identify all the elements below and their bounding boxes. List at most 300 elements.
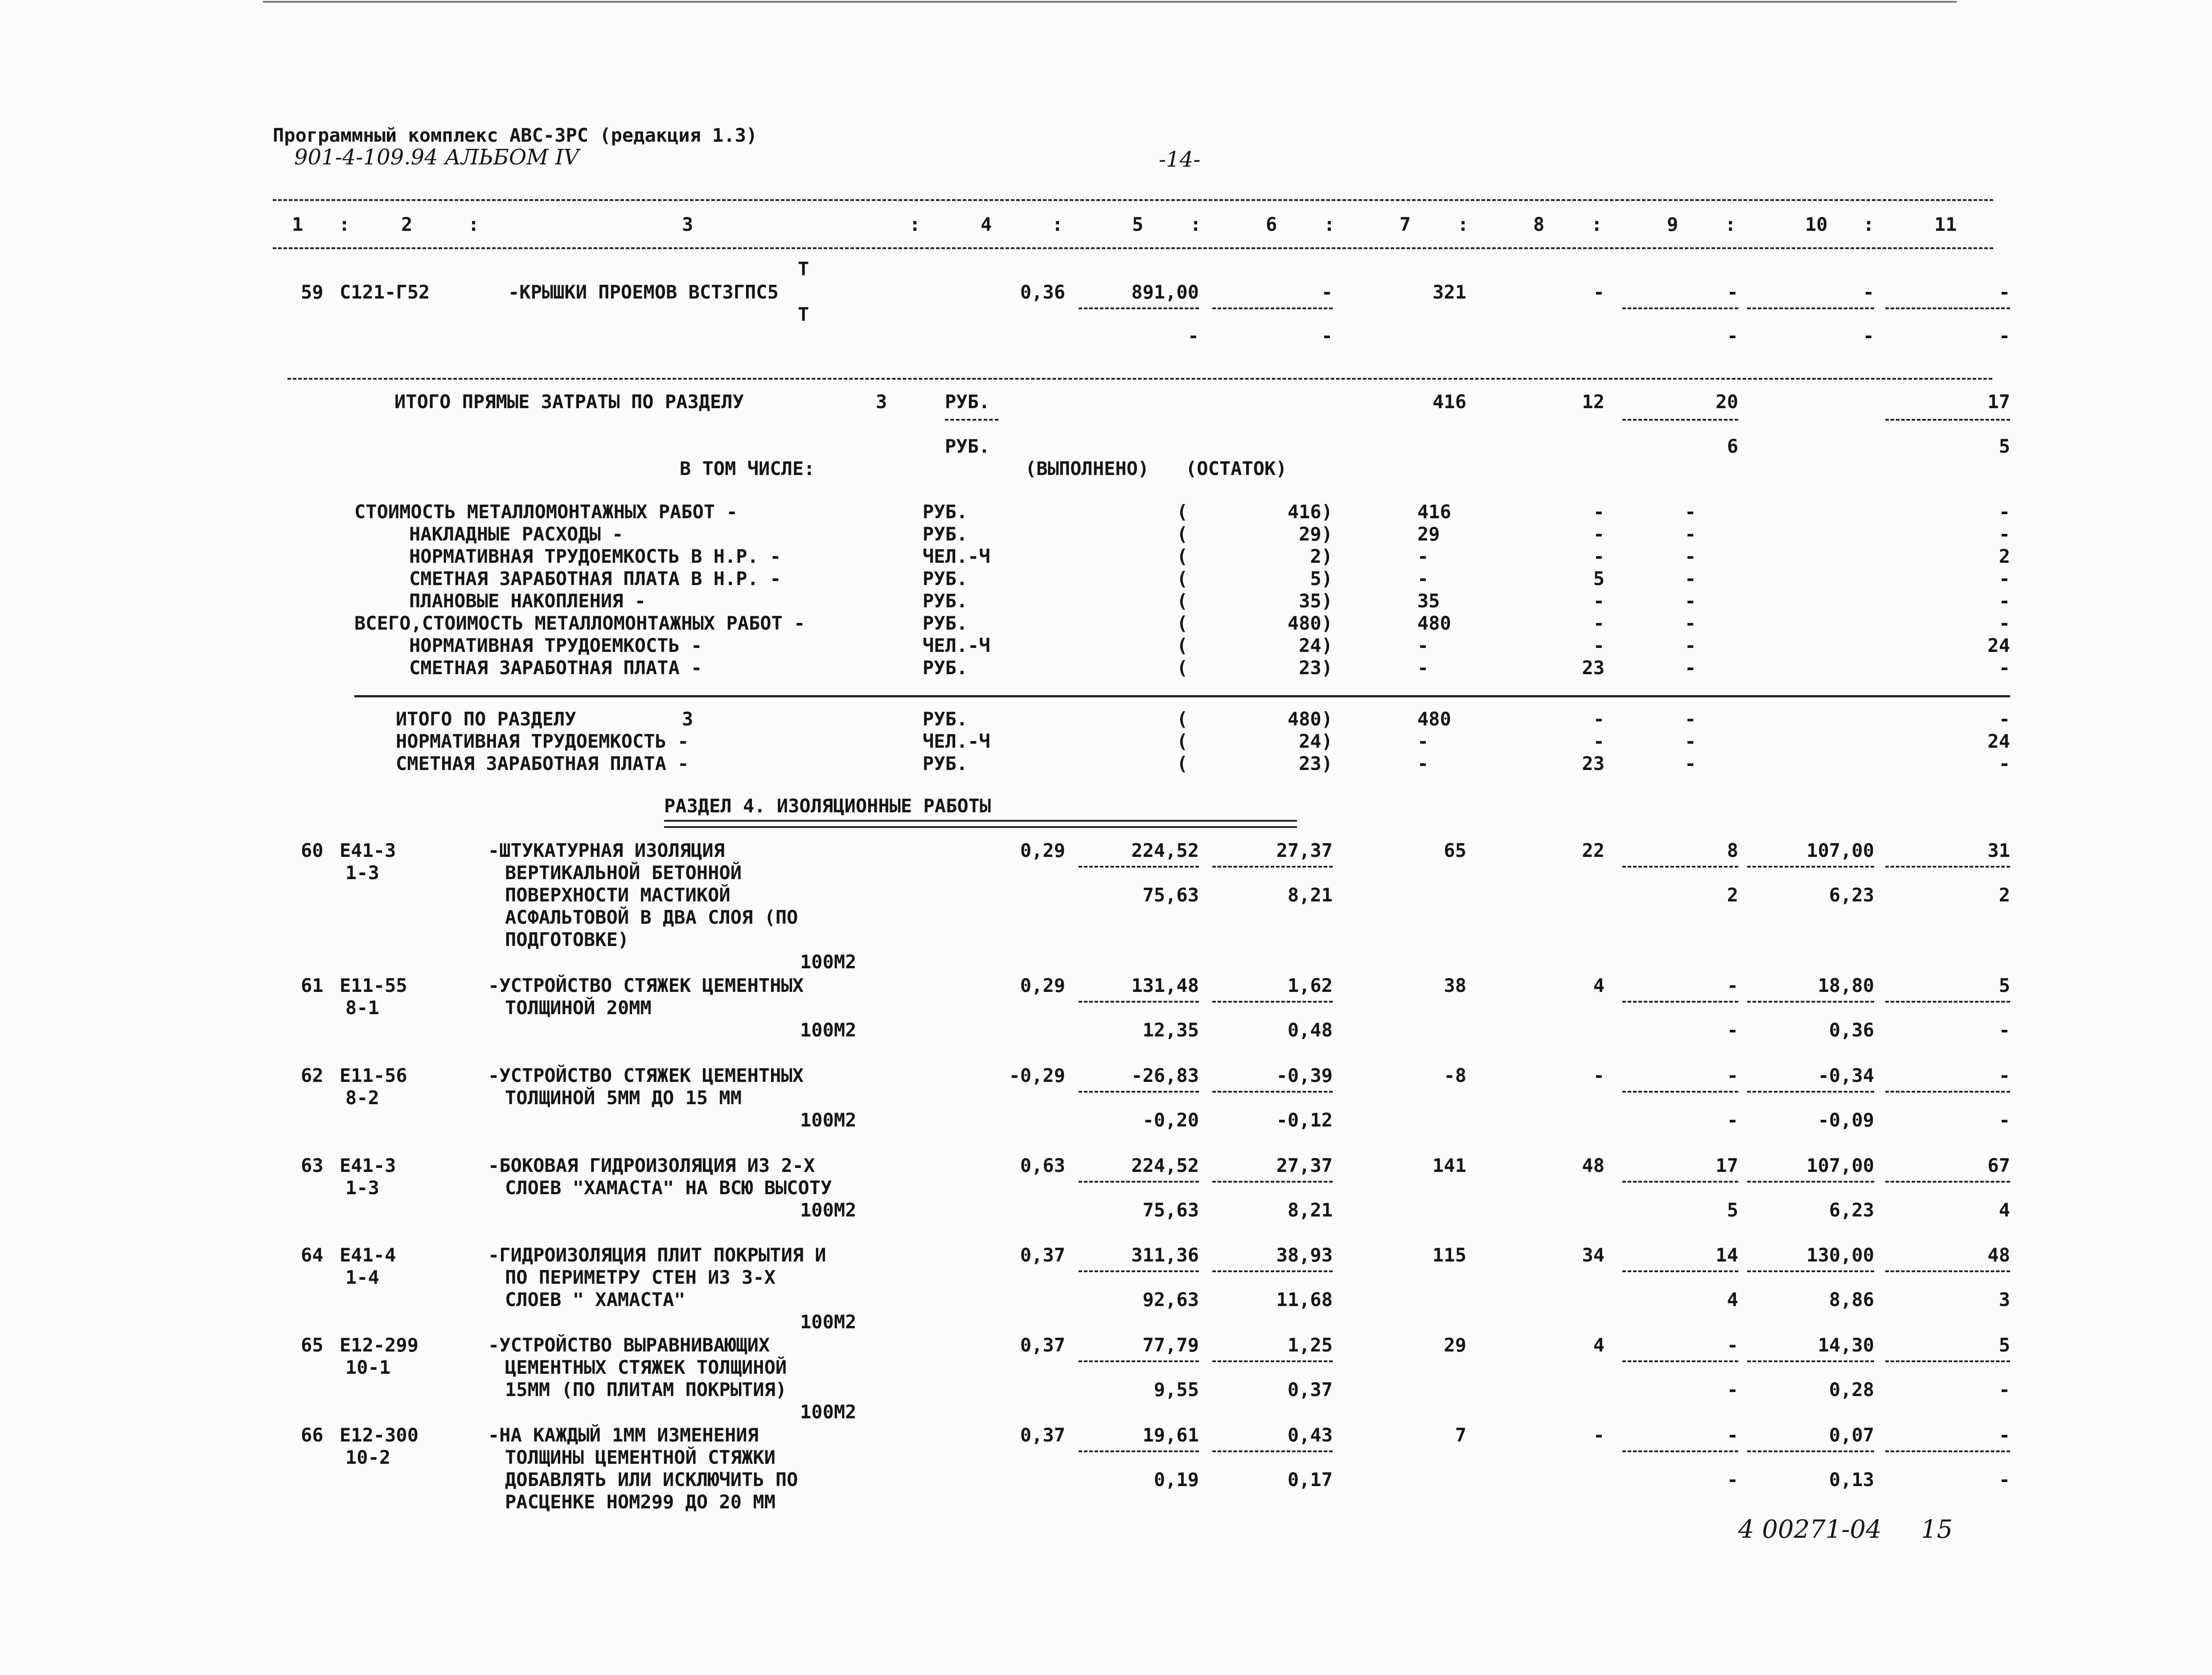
item-61-c10: 18,80 (1818, 975, 1874, 996)
breakdown-c9-7: - (1685, 635, 1696, 656)
item-62-name-line-1: -УСТРОЙСТВО СТЯЖЕК ЦЕМЕНТНЫХ (488, 1065, 804, 1086)
item-65-c7: 29 (1444, 1334, 1466, 1356)
breakdown-rule (354, 695, 2010, 697)
item-65-divider-c11 (1885, 1360, 2010, 1362)
breakdown-label-8: СМЕТНАЯ ЗАРАБОТНАЯ ПЛАТА - (409, 657, 702, 679)
item-66-c8: - (1593, 1424, 1605, 1446)
item-63-c8: 48 (1582, 1155, 1605, 1176)
direct-costs-unit: РУБ. (945, 391, 990, 413)
item-61-code-2: 8-1 (345, 997, 379, 1019)
item-60-number: 60 (301, 840, 324, 861)
item-61-name-line-2: ТОЛЩИНОЙ 20ММ (505, 997, 652, 1019)
item-62-c8: - (1593, 1065, 1605, 1086)
item-59-c11b: - (1999, 325, 2010, 347)
item-64-c6b: 11,68 (1276, 1289, 1333, 1311)
section-total-c9-2: - (1685, 730, 1696, 752)
item-66-c5b: 0,19 (1153, 1469, 1199, 1491)
item-60-c11: 31 (1987, 840, 2010, 861)
breakdown-open-5: ( (1177, 590, 1188, 612)
item-66-c11: - (1999, 1424, 2010, 1446)
item-63-code-2: 1-3 (345, 1177, 379, 1199)
item-60-name-line-5: ПОДГОТОВКЕ) (505, 929, 629, 950)
section-total-c8-3: 23 (1582, 753, 1605, 774)
item-66-c10: 0,07 (1829, 1424, 1874, 1446)
breakdown-c9-5: - (1685, 590, 1696, 612)
item-66-c7: 7 (1455, 1424, 1466, 1446)
item-62-divider-c11 (1885, 1091, 2010, 1093)
item-61-divider-c11 (1885, 1001, 2010, 1003)
item-61-code: Е11-55 (340, 975, 407, 996)
section-total-c11-2: 24 (1987, 730, 2010, 752)
column-separator-6: : (1324, 213, 1335, 235)
section-total-open-3: ( (1177, 753, 1188, 774)
breakdown-c8-5: - (1593, 590, 1605, 612)
item-60-c7: 65 (1444, 840, 1466, 861)
item-63-divider-c5 (1079, 1181, 1199, 1183)
item-59-mark-bottom: Т (798, 303, 809, 325)
item-60-c4: 0,29 (1020, 840, 1065, 861)
item-65-divider-c5 (1079, 1360, 1199, 1362)
column-number-7: 7 (1399, 213, 1411, 235)
item-59-c10: - (1863, 281, 1874, 303)
item-65-name-line-1: -УСТРОЙСТВО ВЫРАВНИВАЮЩИХ (488, 1334, 770, 1356)
item-62-c7: -8 (1444, 1065, 1466, 1086)
item-62-c5: -26,83 (1131, 1065, 1199, 1086)
breakdown-c8-4: 5 (1593, 568, 1605, 590)
breakdown-c8-2: - (1593, 523, 1605, 545)
section-total-label-1: ИТОГО ПО РАЗДЕЛУ (396, 708, 576, 730)
item-66-c10b: 0,13 (1829, 1469, 1874, 1491)
item-63-name-line-2: СЛОЕВ "ХАМАСТА" НА ВСЮ ВЫСОТУ (505, 1177, 832, 1199)
item-65-divider-c9 (1622, 1360, 1738, 1362)
breakdown-c7-3: - (1417, 545, 1429, 567)
item-63-unit: 100М2 (800, 1199, 857, 1221)
item-63-c6b: 8,21 (1287, 1199, 1333, 1221)
item-65-c10b: 0,28 (1829, 1379, 1874, 1401)
item-60-c5b: 75,63 (1142, 884, 1199, 906)
item-65-c5b: 9,55 (1153, 1379, 1199, 1401)
column-separator-10: : (1863, 213, 1875, 235)
item-60-name-line-3: ПОВЕРХНОСТИ МАСТИКОЙ (505, 884, 730, 906)
item-59-mark-top: Т (798, 258, 809, 280)
item-63-code: Е41-3 (340, 1155, 396, 1176)
breakdown-unit-4: РУБ. (923, 568, 968, 590)
section-4-double-underline (664, 820, 1297, 828)
item-62-code: Е11-56 (340, 1065, 407, 1086)
item-59-divider-c6 (1212, 307, 1333, 309)
item-59-divider-c11 (1885, 307, 2010, 309)
item-59-c5b: - (1187, 325, 1199, 347)
section-total-label-2: НОРМАТИВНАЯ ТРУДОЕМКОСТЬ - (396, 730, 689, 752)
item-60-divider-c5 (1079, 866, 1199, 868)
direct-costs-c11: 17 (1987, 391, 2010, 413)
item-60-divider-c10 (1747, 866, 1874, 868)
item-60-c10: 107,00 (1806, 840, 1874, 861)
item-64-name-line-2: ПО ПЕРИМЕТРУ СТЕН ИЗ 3-Х (505, 1266, 776, 1288)
item-59-c6: - (1321, 281, 1333, 303)
breakdown-unit-1: РУБ. (923, 501, 968, 523)
item-64-c10b: 8,86 (1829, 1289, 1874, 1311)
breakdown-label-2: НАКЛАДНЫЕ РАСХОДЫ - (409, 523, 624, 545)
breakdown-label-1: СТОИМОСТЬ МЕТАЛЛОМОНТАЖНЫХ РАБОТ - (354, 501, 738, 523)
breakdown-label-5: ПЛАНОВЫЕ НАКОПЛЕНИЯ - (409, 590, 646, 612)
item-66-c9: - (1727, 1424, 1738, 1446)
item-65-c9: - (1727, 1334, 1738, 1356)
breakdown-c11-7: 24 (1987, 635, 2010, 656)
breakdown-value-7: 24) (1299, 635, 1333, 656)
item-66-name-line-1: -НА КАЖДЫЙ 1ММ ИЗМЕНЕНИЯ (488, 1424, 759, 1446)
item-61-divider-c6 (1212, 1001, 1333, 1003)
item-60-name-line-4: АСФАЛЬТОВОЙ В ДВА СЛОЯ (ПО (505, 906, 798, 928)
item-66-c6: 0,43 (1287, 1424, 1333, 1446)
breakdown-c8-6: - (1593, 612, 1605, 634)
item-64-code-2: 1-4 (345, 1266, 379, 1288)
breakdown-value-1: 416) (1287, 501, 1333, 523)
item-64-c11: 48 (1987, 1244, 2010, 1266)
item-59-c11: - (1999, 281, 2010, 303)
item-65-number: 65 (301, 1334, 324, 1356)
breakdown-label-3: НОРМАТИВНАЯ ТРУДОЕМКОСТЬ В Н.Р. - (409, 545, 781, 567)
item-66-divider-c6 (1212, 1450, 1333, 1452)
header-rule-top (273, 199, 1993, 201)
item-64-divider-c10 (1747, 1270, 1874, 1272)
item-66-divider-c11 (1885, 1450, 2010, 1452)
item-59-name: -КРЫШКИ ПРОЕМОВ ВСТЗГПС5 (508, 281, 779, 303)
breakdown-c9-4: - (1685, 568, 1696, 590)
direct-costs-label: ИТОГО ПРЯМЫЕ ЗАТРАТЫ ПО РАЗДЕЛУ (394, 391, 744, 413)
breakdown-c8-7: - (1593, 635, 1605, 656)
item-64-c11b: 3 (1999, 1289, 2010, 1311)
section-total-c11-3: - (1999, 753, 2010, 774)
item-66-divider-c10 (1747, 1450, 1874, 1452)
item-62-c9b: - (1727, 1109, 1738, 1131)
breakdown-value-4: 5) (1310, 568, 1333, 590)
item-61-c7: 38 (1444, 975, 1466, 996)
item-60-name-line-2: ВЕРТИКАЛЬНОЙ БЕТОННОЙ (505, 862, 742, 884)
item-62-divider-c5 (1079, 1091, 1199, 1093)
item-61-divider-c9 (1622, 1001, 1738, 1003)
item-59-c7: 321 (1432, 281, 1466, 303)
item-61-c8: 4 (1593, 975, 1605, 996)
breakdown-open-4: ( (1177, 568, 1188, 590)
item-65-c4: 0,37 (1020, 1334, 1065, 1356)
item-60-c6: 27,37 (1276, 840, 1333, 861)
item-63-c4: 0,63 (1020, 1155, 1065, 1176)
item-63-c5: 224,52 (1131, 1155, 1199, 1176)
item-65-c6: 1,25 (1287, 1334, 1333, 1356)
section-total-open-2: ( (1177, 730, 1188, 752)
breakdown-unit-5: РУБ. (923, 590, 968, 612)
item-61-c6b: 0,48 (1287, 1019, 1333, 1041)
item-62-c4: -0,29 (1009, 1065, 1065, 1086)
item-60-code: Е41-3 (340, 840, 396, 861)
item-63-c6: 27,37 (1276, 1155, 1333, 1176)
section-total-c9-1: - (1685, 708, 1696, 730)
item-65-name-line-3: 15ММ (ПО ПЛИТАМ ПОКРЫТИЯ) (505, 1379, 787, 1401)
item-64-c10: 130,00 (1806, 1244, 1874, 1266)
direct-costs-c9-underline (1622, 419, 1738, 421)
item-60-c8: 22 (1582, 840, 1605, 861)
unit-underline (945, 419, 998, 421)
direct-costs-c8: 12 (1582, 391, 1605, 413)
breakdown-value-8: 23) (1299, 657, 1333, 679)
item-62-c9: - (1727, 1065, 1738, 1086)
breakdown-c7-5: 35 (1417, 590, 1440, 612)
section-total-c9-3: - (1685, 753, 1696, 774)
breakdown-unit-7: ЧЕЛ.-Ч (923, 635, 990, 656)
item-62-divider-c6 (1212, 1091, 1333, 1093)
item-66-divider-c9 (1622, 1450, 1738, 1452)
breakdown-c11-5: - (1999, 590, 2010, 612)
breakdown-c11-4: - (1999, 568, 2010, 590)
breakdown-c7-8: - (1417, 657, 1429, 679)
breakdown-c9-3: - (1685, 545, 1696, 567)
breakdown-c7-1: 416 (1417, 501, 1451, 523)
breakdown-label-4: СМЕТНАЯ ЗАРАБОТНАЯ ПЛАТА В Н.Р. - (409, 568, 781, 590)
breakdown-c11-8: - (1999, 657, 2010, 679)
breakdown-c11-6: - (1999, 612, 2010, 634)
item-61-c10b: 0,36 (1829, 1019, 1874, 1041)
column-number-9: 9 (1667, 213, 1678, 235)
section-total-open-1: ( (1177, 708, 1188, 730)
item-64-c7: 115 (1432, 1244, 1466, 1266)
item-65-c11b: - (1999, 1379, 2010, 1401)
breakdown-value-5: 35) (1299, 590, 1333, 612)
breakdown-c9-1: - (1685, 501, 1696, 523)
item-59-code: С121-Г52 (340, 281, 430, 303)
breakdown-c7-2: 29 (1417, 523, 1440, 545)
column-separator-1: : (339, 213, 350, 235)
section-total-c8-2: - (1593, 730, 1605, 752)
item-61-unit: 100М2 (800, 1019, 857, 1041)
item-66-name-line-3: ДОБАВЛЯТЬ ИЛИ ИСКЛЮЧИТЬ ПО (505, 1469, 798, 1491)
section-total-unit-1: РУБ. (923, 708, 968, 730)
breakdown-c9-2: - (1685, 523, 1696, 545)
program-title: Программный комплекс АВС-3РС (редакция 1.3) (273, 124, 758, 146)
breakdown-open-2: ( (1177, 523, 1188, 545)
item-61-c9: - (1727, 975, 1738, 996)
column-separator-3: : (909, 213, 921, 235)
column-separator-8: : (1591, 213, 1603, 235)
item-62-c6: -0,39 (1276, 1065, 1333, 1086)
scan-edge-line (263, 1, 1957, 3)
header-rule-bottom (273, 247, 1993, 249)
item-63-c11b: 4 (1999, 1199, 2010, 1221)
column-number-11: 11 (1934, 213, 1957, 235)
item-62-c10: -0,34 (1818, 1065, 1874, 1086)
item-66-c9b: - (1727, 1469, 1738, 1491)
item-62-c11b: - (1999, 1109, 2010, 1131)
item-63-c9: 17 (1715, 1155, 1738, 1176)
item-62-unit: 100М2 (800, 1109, 857, 1131)
item-64-unit: 100М2 (800, 1311, 857, 1333)
breakdown-c11-2: - (1999, 523, 2010, 545)
section-total-value-1: 480) (1287, 708, 1333, 730)
item-64-c4: 0,37 (1020, 1244, 1065, 1266)
inventory-stamp: 4 00271-04 (1738, 1515, 1882, 1544)
item-63-c9b: 5 (1727, 1199, 1738, 1221)
item-66-number: 66 (301, 1424, 324, 1446)
section-total-unit-2: ЧЕЛ.-Ч (923, 730, 990, 752)
item-63-name-line-1: -БОКОВАЯ ГИДРОИЗОЛЯЦИЯ ИЗ 2-Х (488, 1155, 815, 1176)
item-63-c7: 141 (1432, 1155, 1466, 1176)
item-62-c5b: -0,20 (1142, 1109, 1199, 1131)
section-total-value-3: 23) (1299, 753, 1333, 774)
section-total-c11-1: - (1999, 708, 2010, 730)
album-reference: 901-4-109.94 АЛЬБОМ IV (294, 145, 579, 170)
item-61-number: 61 (301, 975, 324, 996)
item-60-c9: 8 (1727, 840, 1738, 861)
item-61-c5: 131,48 (1131, 975, 1199, 996)
item-66-c6b: 0,17 (1287, 1469, 1333, 1491)
breakdown-value-3: 2) (1310, 545, 1333, 567)
item-59-c8: - (1593, 281, 1605, 303)
item-63-c10: 107,00 (1806, 1155, 1874, 1176)
item-65-divider-c10 (1747, 1360, 1874, 1362)
done-label: (ВЫПОЛНЕНО) (1025, 458, 1149, 479)
item-65-c5: 77,79 (1142, 1334, 1199, 1356)
item-60-c5: 224,52 (1131, 840, 1199, 861)
item-61-c11: 5 (1999, 975, 2010, 996)
breakdown-c11-1: - (1999, 501, 2010, 523)
item-61-name-line-1: -УСТРОЙСТВО СТЯЖЕК ЦЕМЕНТНЫХ (488, 975, 804, 996)
item-62-name-line-2: ТОЛЩИНОЙ 5ММ ДО 15 ММ (505, 1087, 742, 1109)
item-59-c9: - (1727, 281, 1738, 303)
direct-costs-c11b: 5 (1999, 435, 2010, 457)
item-62-number: 62 (301, 1065, 324, 1086)
item-63-c10b: 6,23 (1829, 1199, 1874, 1221)
column-separator-4: : (1052, 213, 1063, 235)
item-63-divider-c6 (1212, 1181, 1333, 1183)
item-66-divider-c5 (1079, 1450, 1199, 1452)
item-66-name-line-2: ТОЛЩИНЫ ЦЕМЕНТНОЙ СТЯЖКИ (505, 1446, 776, 1468)
breakdown-c8-8: 23 (1582, 657, 1605, 679)
item-64-divider-c11 (1885, 1270, 2010, 1272)
breakdown-unit-2: РУБ. (923, 523, 968, 545)
item-62-divider-c9 (1622, 1091, 1738, 1093)
breakdown-c9-6: - (1685, 612, 1696, 634)
item-59-divider-c10 (1747, 307, 1874, 309)
item-66-c11b: - (1999, 1469, 2010, 1491)
column-number-2: 2 (401, 213, 413, 235)
section-total-c7-3: - (1417, 753, 1429, 774)
section-3-rule (287, 378, 1992, 380)
item-63-c11: 67 (1987, 1155, 2010, 1176)
column-number-6: 6 (1266, 213, 1277, 235)
item-60-code-2: 1-3 (345, 862, 379, 884)
item-60-c11b: 2 (1999, 884, 2010, 906)
direct-costs-c7: 416 (1432, 391, 1466, 413)
item-65-c10: 14,30 (1818, 1334, 1874, 1356)
section-total-label-3: СМЕТНАЯ ЗАРАБОТНАЯ ПЛАТА - (396, 753, 689, 774)
column-number-1: 1 (292, 213, 304, 235)
column-number-3: 3 (682, 213, 694, 235)
item-60-divider-c11 (1885, 866, 2010, 868)
item-64-number: 64 (301, 1244, 324, 1266)
breakdown-open-8: ( (1177, 657, 1188, 679)
column-number-5: 5 (1132, 213, 1144, 235)
including-label: В ТОМ ЧИСЛЕ: (680, 458, 815, 479)
column-separator-7: : (1457, 213, 1469, 235)
direct-costs-section: 3 (876, 391, 887, 413)
item-64-c9b: 4 (1727, 1289, 1738, 1311)
direct-costs-c11-underline (1885, 419, 2010, 421)
item-65-c8: 4 (1593, 1334, 1605, 1356)
breakdown-c7-4: - (1417, 568, 1429, 590)
breakdown-unit-8: РУБ. (923, 657, 968, 679)
item-63-c5b: 75,63 (1142, 1199, 1199, 1221)
item-59-c10b: - (1863, 325, 1874, 347)
item-62-divider-c10 (1747, 1091, 1874, 1093)
item-65-code-2: 10-1 (345, 1356, 391, 1378)
item-62-code-2: 8-2 (345, 1087, 379, 1109)
item-59-c6b: - (1321, 325, 1333, 347)
item-65-c9b: - (1727, 1379, 1738, 1401)
item-62-c6b: -0,12 (1276, 1109, 1333, 1131)
rest-label: (ОСТАТОК) (1186, 458, 1287, 479)
section-total-c8-1: - (1593, 708, 1605, 730)
column-number-4: 4 (981, 213, 992, 235)
item-61-c11b: - (1999, 1019, 2010, 1041)
item-65-name-line-2: ЦЕМЕНТНЫХ СТЯЖЕК ТОЛЩИНОЙ (505, 1356, 787, 1378)
item-59-c5: 891,00 (1131, 281, 1199, 303)
breakdown-c7-7: - (1417, 635, 1429, 656)
section-total-number: 3 (682, 708, 694, 730)
item-60-c9b: 2 (1727, 884, 1738, 906)
item-60-name-line-1: -ШТУКАТУРНАЯ ИЗОЛЯЦИЯ (488, 840, 725, 861)
column-number-10: 10 (1805, 213, 1828, 235)
item-64-code: Е41-4 (340, 1244, 396, 1266)
item-60-divider-c9 (1622, 866, 1738, 868)
item-61-c5b: 12,35 (1142, 1019, 1199, 1041)
item-64-c5: 311,36 (1131, 1244, 1199, 1266)
item-65-c6b: 0,37 (1287, 1379, 1333, 1401)
column-separator-9: : (1725, 213, 1736, 235)
item-64-c8: 34 (1582, 1244, 1605, 1266)
item-63-number: 63 (301, 1155, 324, 1176)
item-63-divider-c9 (1622, 1181, 1738, 1183)
section-4-title: РАЗДЕЛ 4. ИЗОЛЯЦИОННЫЕ РАБОТЫ (664, 795, 991, 817)
item-65-divider-c6 (1212, 1360, 1333, 1362)
item-64-c5b: 92,63 (1142, 1289, 1199, 1311)
breakdown-open-6: ( (1177, 612, 1188, 634)
page-number: -14- (1159, 147, 1201, 172)
item-61-c4: 0,29 (1020, 975, 1065, 996)
item-66-name-line-4: РАСЦЕНКЕ НОМ299 ДО 20 ММ (505, 1491, 776, 1513)
item-64-divider-c9 (1622, 1270, 1738, 1272)
item-61-divider-c5 (1079, 1001, 1199, 1003)
item-65-code: Е12-299 (340, 1334, 419, 1356)
direct-costs-unit-2: РУБ. (945, 435, 990, 457)
item-61-c9b: - (1727, 1019, 1738, 1041)
column-separator-2: : (468, 213, 480, 235)
column-number-8: 8 (1533, 213, 1545, 235)
section-total-c7-2: - (1417, 730, 1429, 752)
breakdown-label-6: ВСЕГО,СТОИМОСТЬ МЕТАЛЛОМОНТАЖНЫХ РАБОТ - (354, 612, 805, 634)
item-66-c4: 0,37 (1020, 1424, 1065, 1446)
item-64-divider-c5 (1079, 1270, 1199, 1272)
breakdown-c7-6: 480 (1417, 612, 1451, 634)
column-separator-5: : (1190, 213, 1202, 235)
item-60-unit: 100М2 (800, 951, 857, 973)
item-59-c4: 0,36 (1020, 281, 1065, 303)
item-59-c9b: - (1727, 325, 1738, 347)
item-65-unit: 100М2 (800, 1401, 857, 1423)
item-62-c10b: -0,09 (1818, 1109, 1874, 1131)
breakdown-c9-8: - (1685, 657, 1696, 679)
item-65-c11: 5 (1999, 1334, 2010, 1356)
breakdown-c8-3: - (1593, 545, 1605, 567)
